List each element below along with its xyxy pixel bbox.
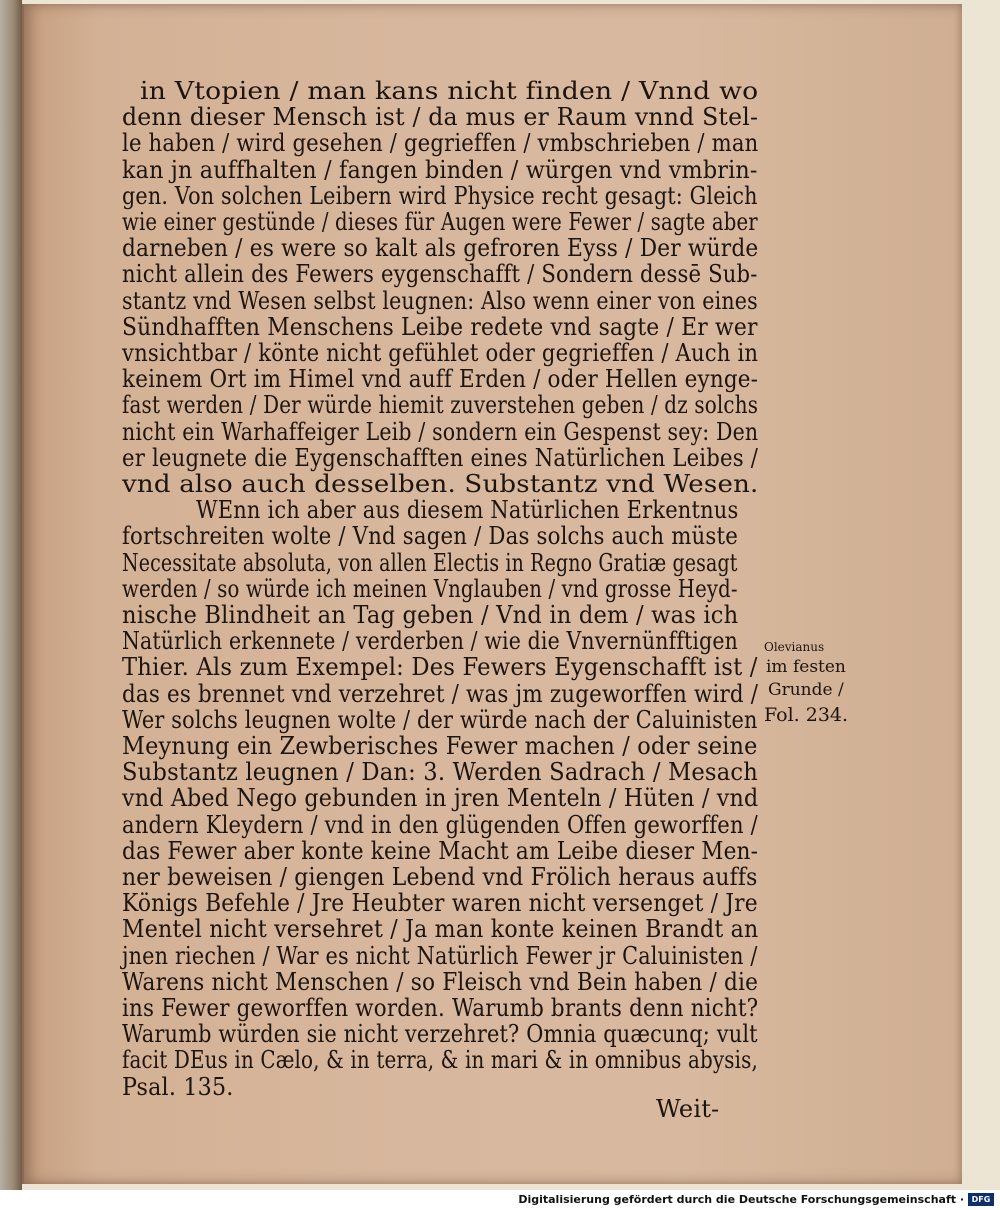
text-line: in Vtopien / man kans nicht finden / Vnnd wo: [140, 77, 759, 105]
text-line: andern Kleydern / vnd in den glügenden Offen geworffen /: [122, 810, 758, 839]
text-line: nische Blindheit an Tag geben / Vnd in dem / was ich: [122, 601, 739, 629]
text-line: Königs Befehle / Jre Heubter waren nicht versenget / Jre: [122, 889, 758, 918]
text-line: das Fewer aber konte keine Macht am Leibe dieser Men-: [122, 836, 759, 865]
catchword: Weit-: [656, 1095, 720, 1123]
text-line: wie einer gestünde / dieses für Augen were Fewer / sagte aber: [122, 208, 758, 236]
text-line: nicht ein Warhaffeiger Leib / sondern ein Gespenst sey: Den: [122, 417, 759, 446]
text-line: Mentel nicht versehret / Ja man konte keinen Brandt an: [122, 915, 759, 944]
margin-note-line: im festen: [766, 657, 846, 677]
text-line: fortschreiten wolte / Vnd sagen / Das solchs auch müste: [122, 522, 739, 551]
margin-note-line: Grunde /: [768, 680, 844, 700]
text-line: gen. Von solchen Leibern wird Physice recht gesagt: Gleich: [122, 181, 758, 210]
text-line: fast werden / Der würde hiemit zuverstehen geben / dz solchs: [122, 391, 759, 420]
text-line: Psal. 135.: [122, 1072, 234, 1101]
text-line: Wer solchs leugnen wolte / der würde nach der Caluinisten: [122, 705, 758, 734]
digitization-credit: Digitalisierung gefördert durch die Deutsche Forschungsgemeinschaft ·: [518, 1193, 964, 1206]
text-line: facit DEus in Cælo, & in terra, & in mari & in omnibus abysis,: [122, 1046, 758, 1075]
text-line: vnd Abed Nego gebunden in jren Menteln / Hüten / vnd: [122, 784, 759, 813]
margin-note-line: Olevianus: [764, 640, 825, 654]
text-line: stantz vnd Wesen selbst leugnen: Also wenn einer von eines: [122, 286, 758, 315]
text-line: denn dieser Mensch ist / da mus er Raum vnnd Stel-: [122, 103, 759, 132]
book-spine: [0, 0, 22, 1190]
text-line: vnsichtbar / könte nicht gefühlet oder gegrieffen / Auch in: [122, 339, 759, 367]
text-line: Thier. Als zum Exempel: Des Fewers Eygenschafft ist /: [122, 653, 758, 682]
text-line: er leugnete die Eygenschafften eines Natürlichen Leibes /: [122, 443, 759, 472]
footer-bar: [0, 1190, 1000, 1210]
text-line: WEnn ich aber aus diesem Natürlichen Erkentnus: [196, 496, 739, 525]
text-line: keinem Ort im Himel vnd auff Erden / oder Hellen eynge-: [122, 365, 759, 394]
text-line: ner beweisen / giengen Lebend vnd Frölich heraus auffs: [122, 863, 758, 891]
text-line: Necessitate absoluta, von allen Electis in Regno Gratiæ gesagt: [122, 548, 738, 577]
text-line: das es brennet vnd verzehret / was jm zugeworffen wird /: [122, 679, 759, 708]
margin-note-line: Fol. 234.: [764, 704, 849, 726]
text-line: Substantz leugnen / Dan: 3. Werden Sadrach / Mesach: [122, 758, 758, 787]
dfg-logo: DFG: [968, 1193, 994, 1206]
text-line: ins Fewer geworffen worden. Warumb brants denn nicht?: [122, 994, 759, 1022]
text-line: Natürlich erkennete / verderben / wie die Vnvernünfftigen: [122, 627, 738, 656]
text-line: Warumb würden sie nicht verzehret? Omnia quæcunq; vult: [122, 1020, 758, 1049]
text-line: jnen riechen / War es nicht Natürlich Fewer jr Caluinisten /: [122, 941, 758, 970]
text-line: Meynung ein Zewberisches Fewer machen / oder seine: [122, 732, 758, 760]
text-line: nicht allein des Fewers eygenschafft / Sondern dessē Sub-: [122, 260, 758, 289]
text-line: werden / so würde ich meinen Vnglauben / vnd grosse Heyd-: [122, 574, 738, 603]
text-line: darneben / es were so kalt als gefroren Eyss / Der würde: [122, 234, 759, 263]
text-line: vnd also auch desselben. Substantz vnd Wesen.: [122, 470, 759, 498]
text-line: le haben / wird gesehen / gegrieffen / vmbschrieben / man: [122, 129, 759, 158]
text-line: Sündhafften Menschens Leibe redete vnd sagte / Er wer: [122, 312, 758, 341]
text-line: Warens nicht Menschen / so Fleisch vnd Bein haben / die: [122, 967, 759, 996]
text-line: kan jn auffhalten / fangen binden / würgen vnd vmbrin-: [122, 155, 758, 184]
